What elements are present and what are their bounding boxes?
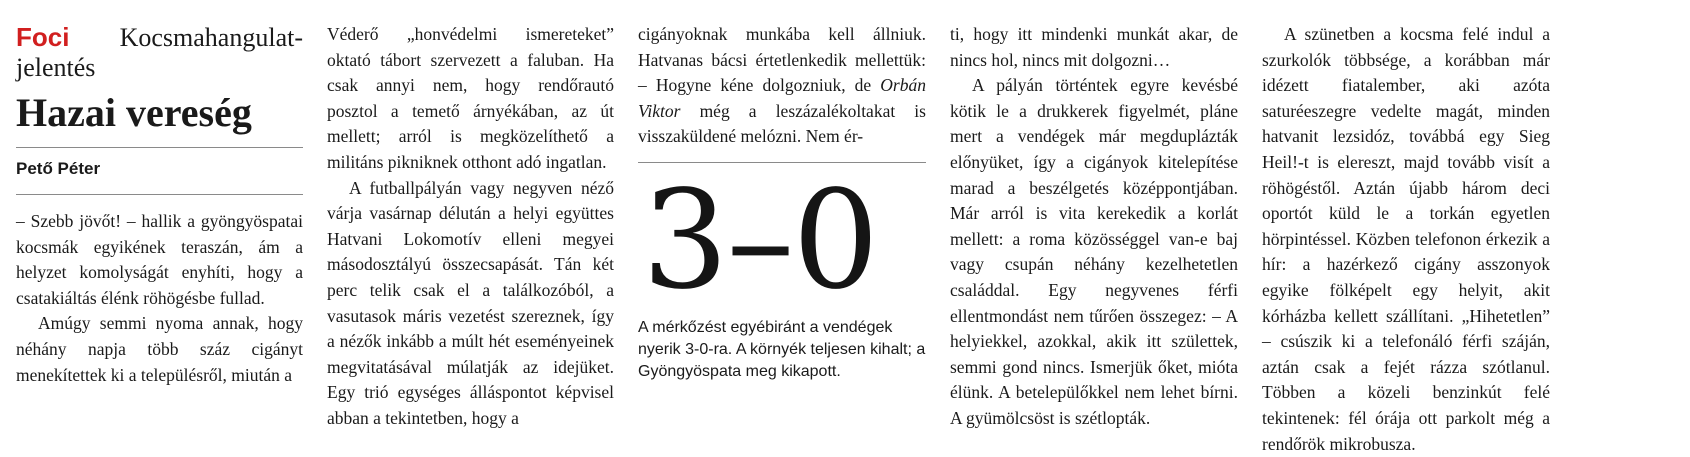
score-display: 3–0 (642, 161, 878, 320)
score-caption: A mérkőzést egyébiránt a vendégek nyerik 3-0-ra. A környék teljesen kihalt; a Gyöngyöspata meg kikapott. (638, 318, 926, 380)
column-2 (327, 22, 614, 432)
paragraph: Amúgy semmi nyoma annak, hogy néhány napja több száz cigányt menekítettek ki a településről, miután a (16, 313, 303, 385)
paragraph (638, 22, 926, 150)
paragraph: – Szebb jövőt! – hallik a gyöngyöspatai kocsmák egyikének teraszán, ám a helyzet komolyságát enyhíti, hogy a csatakiáltás élénk röhögésbe fullad. (16, 211, 303, 308)
text-run: még a leszázalékoltakat is visszaküldené melózni. Nem ér- (638, 100, 926, 147)
kicker-text: Kocsmahangulat-jelentés (16, 23, 303, 82)
kicker (16, 22, 303, 83)
column-3 (638, 22, 926, 383)
section-label: Foci (16, 22, 70, 52)
divider (16, 194, 303, 195)
divider (16, 147, 303, 148)
text-run: cigányoknak munkába kell állniuk. Hatvanas bácsi értetlenkedik mellettük: – Hogyne kéne dolgozniuk, de (638, 24, 926, 96)
paragraph: A pályán történtek egyre kevésbé kötik le a drukkerek figyelmét, pláne mert a vendégek már megduplázták előnyüket, így a cigányok kitelepítése marad a beszélgetés középpontjában. Már arról is vita kerekedik a korlát mellett: a roma közösséggel van-e baj vagy csupán néhány kezelhetetlen családdal. Egy negyvenes férfi ellentmondást nem tűrően összegez: – A helyiekkel, azokkal, akik itt születtek, semmi gond nincs. Ismerjük őket, mióta élünk. A betelepülőkkel nem lehet bírni. A gyümölcsöst is szétlopták. (950, 75, 1238, 428)
paragraph: Véderő „honvédelmi ismereteket” oktató tábort szervezett a faluban. Ha csak annyi nem, hogy rendőrautó posztol a temető árnyékában, az út mellett; arról is megközelíthető a militáns pikniknek otthont adó ingatlan. (327, 24, 614, 172)
paragraph: A futballpályán vagy negyven néző várja vasárnap délután a helyi együttes Hatvani Lokomotív elleni megyei másodosztályú összecsapását. Tán két perc telik csak el a találkozóból, a vasutasok máris vezetést szereznek, így a nézők inkább a múlt hét eseményeinek megvitatásával múlatják az idejüket. Egy trió egységes álláspontot képvisel abban a tekintetben, hogy a (327, 177, 614, 428)
column-5 (1262, 22, 1550, 457)
column-4 (950, 22, 1238, 432)
column-1 (16, 22, 303, 388)
byline: Pető Péter (16, 159, 101, 178)
paragraph: A szünetben a kocsma felé indul a szurkolók többsége, a korábban már idézett fiatalember, aki azóta saturéeszegre vedelte magát, minden hatvanit lezsidóz, továbbá egy Sieg Heil!-t is elereszt, majd tovább visít a röhögéstől. Aztán újabb három deci oportót küld le a torkán egyetlen hörpintéssel. Közben telefonon érkezik a hír: a hazérkező cigány asszonyok egyike fölképelt egy helyit, akit kórházba kellett szállítani. „Hihetetlen” – csúszik ki a telefonáló férfi száján, aztán csak a fejét rázza szótlanul. Többen a közeli benzinkút felé tekintenek: fél órája ott parkolt még a rendőrök mikrobusza. (1262, 24, 1550, 454)
paragraph: ti, hogy itt mindenki munkát akar, de nincs hol, nincs mit dolgozni… (950, 24, 1238, 70)
headline: Hazai vereség (16, 90, 252, 135)
emphasized-name: Orbán Viktor (638, 75, 926, 121)
